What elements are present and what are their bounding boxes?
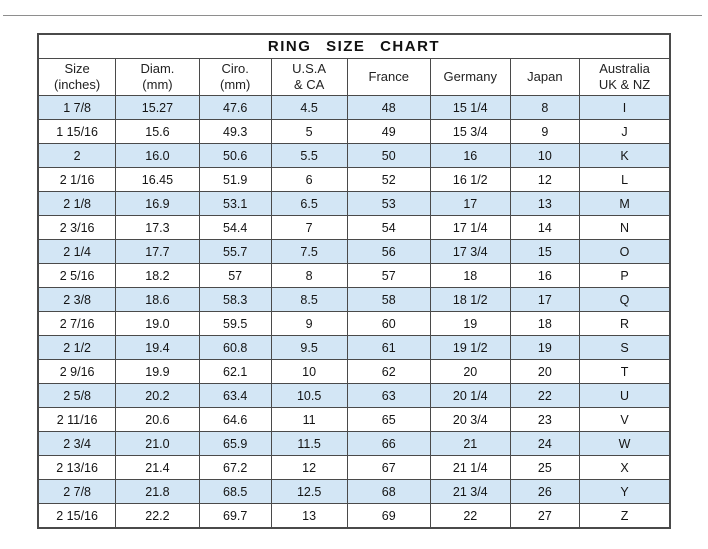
table-cell: 7.5 <box>271 240 347 264</box>
table-cell: 55.7 <box>199 240 271 264</box>
table-cell: 17.3 <box>116 216 199 240</box>
table-cell: 56 <box>347 240 430 264</box>
table-cell: 65 <box>347 408 430 432</box>
table-cell: 57 <box>347 264 430 288</box>
table-cell: 2 1/4 <box>38 240 116 264</box>
table-cell: I <box>580 96 670 120</box>
table-cell: 69 <box>347 504 430 529</box>
column-header: Ciro. (mm) <box>199 59 271 96</box>
table-cell: 16 <box>430 144 510 168</box>
table-cell: 20 <box>510 360 580 384</box>
table-cell: 11 <box>271 408 347 432</box>
table-cell: 17 3/4 <box>430 240 510 264</box>
column-header: Australia UK & NZ <box>580 59 670 96</box>
table-cell: 15.6 <box>116 120 199 144</box>
table-cell: 6.5 <box>271 192 347 216</box>
table-cell: 10 <box>271 360 347 384</box>
table-cell: 2 7/8 <box>38 480 116 504</box>
table-cell: 19 <box>430 312 510 336</box>
table-cell: 60 <box>347 312 430 336</box>
table-cell: 14 <box>510 216 580 240</box>
table-cell: 13 <box>271 504 347 529</box>
table-cell: 1 15/16 <box>38 120 116 144</box>
table-cell: O <box>580 240 670 264</box>
table-cell: 20 <box>430 360 510 384</box>
table-cell: 2 9/16 <box>38 360 116 384</box>
table-cell: 64.6 <box>199 408 271 432</box>
table-row <box>38 216 670 240</box>
table-cell: 61 <box>347 336 430 360</box>
table-cell: 62.1 <box>199 360 271 384</box>
table-body <box>38 96 670 529</box>
table-cell: 19 1/2 <box>430 336 510 360</box>
table-cell: 20 1/4 <box>430 384 510 408</box>
table-cell: 10 <box>510 144 580 168</box>
table-cell: 69.7 <box>199 504 271 529</box>
table-cell: 22 <box>510 384 580 408</box>
top-border-line <box>3 15 702 16</box>
table-row <box>38 336 670 360</box>
table-cell: 65.9 <box>199 432 271 456</box>
table-cell: 22 <box>430 504 510 529</box>
column-header: Diam. (mm) <box>116 59 199 96</box>
header-row <box>38 59 670 96</box>
table-cell: 58 <box>347 288 430 312</box>
table-row <box>38 288 670 312</box>
column-header: Japan <box>510 59 580 96</box>
table-cell: 10.5 <box>271 384 347 408</box>
table-cell: 60.8 <box>199 336 271 360</box>
table-cell: 18 <box>430 264 510 288</box>
table-cell: X <box>580 456 670 480</box>
table-cell: 27 <box>510 504 580 529</box>
table-cell: 21.8 <box>116 480 199 504</box>
table-cell: 21.0 <box>116 432 199 456</box>
table-cell: 67 <box>347 456 430 480</box>
table-cell: 16.0 <box>116 144 199 168</box>
table-row <box>38 480 670 504</box>
table-cell: 12 <box>510 168 580 192</box>
table-cell: 20 3/4 <box>430 408 510 432</box>
table-cell: 2 3/4 <box>38 432 116 456</box>
table-cell: 19.4 <box>116 336 199 360</box>
table-cell: 21 <box>430 432 510 456</box>
table-cell: 15.27 <box>116 96 199 120</box>
table-cell: 7 <box>271 216 347 240</box>
table-cell: 18 <box>510 312 580 336</box>
table-cell: 62 <box>347 360 430 384</box>
table-cell: 15 <box>510 240 580 264</box>
table-row <box>38 120 670 144</box>
table-cell: 2 3/16 <box>38 216 116 240</box>
table-cell: 17 <box>430 192 510 216</box>
table-cell: 50.6 <box>199 144 271 168</box>
table-cell: 68.5 <box>199 480 271 504</box>
table-cell: Z <box>580 504 670 529</box>
table-row <box>38 192 670 216</box>
table-cell: 16 1/2 <box>430 168 510 192</box>
table-cell: 54.4 <box>199 216 271 240</box>
table-cell: 2 5/16 <box>38 264 116 288</box>
table-cell: 68 <box>347 480 430 504</box>
table-cell: 9 <box>510 120 580 144</box>
ring-size-chart-table <box>37 33 671 529</box>
page-title: RING SIZE CHART <box>38 34 670 59</box>
table-cell: 21 1/4 <box>430 456 510 480</box>
table-cell: 9 <box>271 312 347 336</box>
table-cell: 12 <box>271 456 347 480</box>
table-cell: 19.0 <box>116 312 199 336</box>
table-cell: 6 <box>271 168 347 192</box>
table-cell: 21.4 <box>116 456 199 480</box>
table-cell: 16 <box>510 264 580 288</box>
table-cell: Q <box>580 288 670 312</box>
table-cell: U <box>580 384 670 408</box>
table-cell: 15 1/4 <box>430 96 510 120</box>
table-cell: 2 <box>38 144 116 168</box>
table-cell: 19.9 <box>116 360 199 384</box>
column-header: Size (inches) <box>38 59 116 96</box>
table-cell: 21 3/4 <box>430 480 510 504</box>
table-cell: 58.3 <box>199 288 271 312</box>
table-cell: 53 <box>347 192 430 216</box>
table-cell: T <box>580 360 670 384</box>
table-cell: 2 7/16 <box>38 312 116 336</box>
table-row <box>38 96 670 120</box>
table-row <box>38 144 670 168</box>
table-cell: 54 <box>347 216 430 240</box>
table-cell: 23 <box>510 408 580 432</box>
table-cell: 17 1/4 <box>430 216 510 240</box>
table-cell: 11.5 <box>271 432 347 456</box>
table-cell: 8 <box>271 264 347 288</box>
table-cell: 2 1/8 <box>38 192 116 216</box>
table-cell: J <box>580 120 670 144</box>
table-cell: 2 3/8 <box>38 288 116 312</box>
column-header: U.S.A & CA <box>271 59 347 96</box>
table-cell: 50 <box>347 144 430 168</box>
table-cell: L <box>580 168 670 192</box>
table-cell: 49 <box>347 120 430 144</box>
table-cell: 17 <box>510 288 580 312</box>
table-cell: W <box>580 432 670 456</box>
table-row <box>38 456 670 480</box>
table-cell: 2 1/16 <box>38 168 116 192</box>
column-header: Germany <box>430 59 510 96</box>
table-cell: 2 11/16 <box>38 408 116 432</box>
table-cell: 67.2 <box>199 456 271 480</box>
table-cell: 20.2 <box>116 384 199 408</box>
table-cell: Y <box>580 480 670 504</box>
table-cell: K <box>580 144 670 168</box>
table-row <box>38 384 670 408</box>
column-header: France <box>347 59 430 96</box>
table-cell: 5.5 <box>271 144 347 168</box>
table-cell: 18.6 <box>116 288 199 312</box>
table-cell: 25 <box>510 456 580 480</box>
table-cell: 51.9 <box>199 168 271 192</box>
table-cell: 15 3/4 <box>430 120 510 144</box>
table-cell: 63 <box>347 384 430 408</box>
table-cell: 2 15/16 <box>38 504 116 529</box>
table-row <box>38 240 670 264</box>
table-cell: 48 <box>347 96 430 120</box>
table-cell: 16.9 <box>116 192 199 216</box>
table-cell: 5 <box>271 120 347 144</box>
table-cell: S <box>580 336 670 360</box>
table-row <box>38 360 670 384</box>
table-cell: R <box>580 312 670 336</box>
table-cell: 57 <box>199 264 271 288</box>
table-cell: 63.4 <box>199 384 271 408</box>
table-row <box>38 168 670 192</box>
table-cell: 2 1/2 <box>38 336 116 360</box>
table-cell: M <box>580 192 670 216</box>
table-cell: 24 <box>510 432 580 456</box>
table-cell: P <box>580 264 670 288</box>
table-cell: 8.5 <box>271 288 347 312</box>
table-cell: 13 <box>510 192 580 216</box>
table-cell: 20.6 <box>116 408 199 432</box>
table-cell: 49.3 <box>199 120 271 144</box>
table-cell: 2 13/16 <box>38 456 116 480</box>
table-cell: 9.5 <box>271 336 347 360</box>
table-cell: 47.6 <box>199 96 271 120</box>
table-cell: 8 <box>510 96 580 120</box>
table-cell: 53.1 <box>199 192 271 216</box>
table-cell: 12.5 <box>271 480 347 504</box>
table-cell: 26 <box>510 480 580 504</box>
table-cell: 1 7/8 <box>38 96 116 120</box>
table-cell: 66 <box>347 432 430 456</box>
table-row <box>38 312 670 336</box>
table-cell: 22.2 <box>116 504 199 529</box>
table-cell: 19 <box>510 336 580 360</box>
table-cell: 18 1/2 <box>430 288 510 312</box>
table-row <box>38 504 670 529</box>
table-cell: V <box>580 408 670 432</box>
table-cell: 2 5/8 <box>38 384 116 408</box>
table-cell: 59.5 <box>199 312 271 336</box>
table-cell: 52 <box>347 168 430 192</box>
table-cell: 17.7 <box>116 240 199 264</box>
table-row <box>38 432 670 456</box>
table-cell: 18.2 <box>116 264 199 288</box>
title-row <box>38 34 670 59</box>
table-cell: 4.5 <box>271 96 347 120</box>
table-row <box>38 408 670 432</box>
table-cell: N <box>580 216 670 240</box>
table-row <box>38 264 670 288</box>
table-cell: 16.45 <box>116 168 199 192</box>
